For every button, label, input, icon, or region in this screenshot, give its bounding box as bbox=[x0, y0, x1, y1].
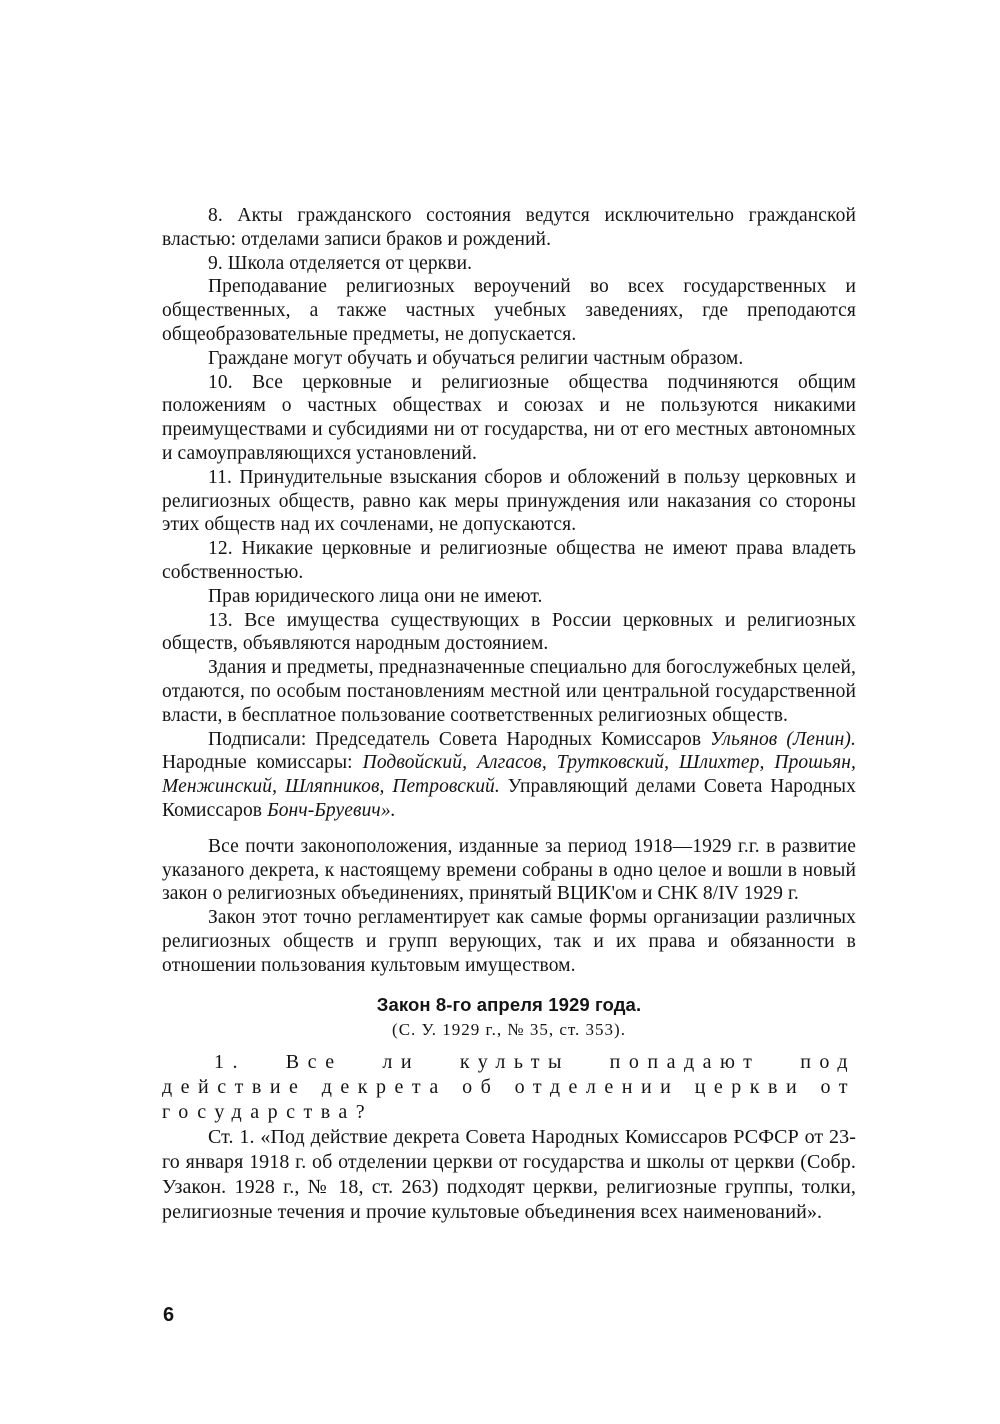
signed-commissars-label: Народные комиссары: bbox=[162, 752, 353, 774]
paragraph-article-11: 11. Принудительные взыскания сборов и обложений в пользу церковных и религиозных обществ, равно как меры принуждения или наказания со стороны этих обществ над их сочленами, не допускаются. bbox=[162, 466, 856, 536]
signed-intro: Подписали: Председатель Совета Народных Комиссаров bbox=[208, 728, 702, 750]
commentary-paragraph-1: Все почти законоположения, изданные за период 1918—1929 г.г. в развитие указаного декрета, к настоящему времени собраны в одно целое и вошли в новый закон о религиозных объединениях, принятый ВЦИК'ом и СНК 8/IV 1929 г. bbox=[162, 835, 856, 905]
paragraph-legal-person: Прав юридического лица они не имеют. bbox=[208, 585, 543, 607]
commentary-paragraph-2: Закон этот точно регламентирует как самые формы организации различных религиозных обществ и групп верующих, так и их права и обязанности в отношении пользования культовым имуществом. bbox=[162, 907, 856, 976]
paragraph-article-10: 10. Все церковные и религиозные общества подчиняются общим положениям о частных обществах и союзах и не пользуются никакими преимуществами и субсидиями ни от государства, ни от его местных автономных и самоуправляющихся установлений. bbox=[162, 371, 856, 464]
question-heading: 1. Все ли культы попадают под действие декрета об отделении церкви от государства? bbox=[162, 1050, 856, 1123]
signed-manager-label: Управляющий делами Совета Народных Комиссаров bbox=[162, 776, 856, 821]
signed-manager: Бонч-Бруевич». bbox=[267, 799, 396, 821]
signed-commissars: Подвойский, Алгасов, Трутковский, Шлихтер, Прошьян, Менжинский, Шляпников, Петровский. bbox=[162, 752, 856, 798]
signatures-paragraph bbox=[162, 728, 856, 823]
paragraph-article-12: 12. Никакие церковные и религиозные общества не имеют права владеть собственностью. bbox=[162, 538, 856, 583]
law-heading: Закон 8-го апреля 1929 года. bbox=[376, 993, 642, 1015]
law-source: (С. У. 1929 г., № 35, ст. 353). bbox=[392, 1019, 626, 1039]
paragraph-article-9: 9. Школа отделяется от церкви. bbox=[208, 252, 473, 274]
document-page bbox=[162, 204, 856, 1225]
signed-chairman: Ульянов (Ленин). bbox=[710, 728, 856, 750]
paragraph-article-13: 13. Все имущества существующих в России церковных и религиозных обществ, объявляются народным достоянием. bbox=[162, 609, 856, 655]
paragraph-private-religion: Граждане могут обучать и обучаться религии частным образом. bbox=[208, 347, 744, 369]
law-article-1: Ст. 1. «Под действие декрета Совета Народных Комиссаров РСФСР от 23-го января 1918 г. об отделении церкви от государства и школы от церкви (Собр. Узакон. 1928 г., № 18, ст. 263) подходят церкви, религиозные группы, толки, религиозные течения и прочие культовые объединения всех наименований». bbox=[162, 1125, 856, 1223]
paragraph-buildings: Здания и предметы, предназначенные специально для богослужебных целей, отдаются, по особым постановлениям местной или центральной государственной власти, в бесплатное пользование соответственных религиозных обществ. bbox=[162, 657, 856, 726]
page-number: 6 bbox=[163, 1304, 175, 1326]
paragraph-teaching: Преподавание религиозных вероучений во всех государственных и общественных, а также частных учебных заведениях, где преподаются общеобразовательные предметы, не допускается. bbox=[162, 276, 856, 345]
paragraph-article-8: 8. Акты гражданского состояния ведутся исключительно гражданской властью: отделами записи браков и рождений. bbox=[162, 205, 856, 250]
